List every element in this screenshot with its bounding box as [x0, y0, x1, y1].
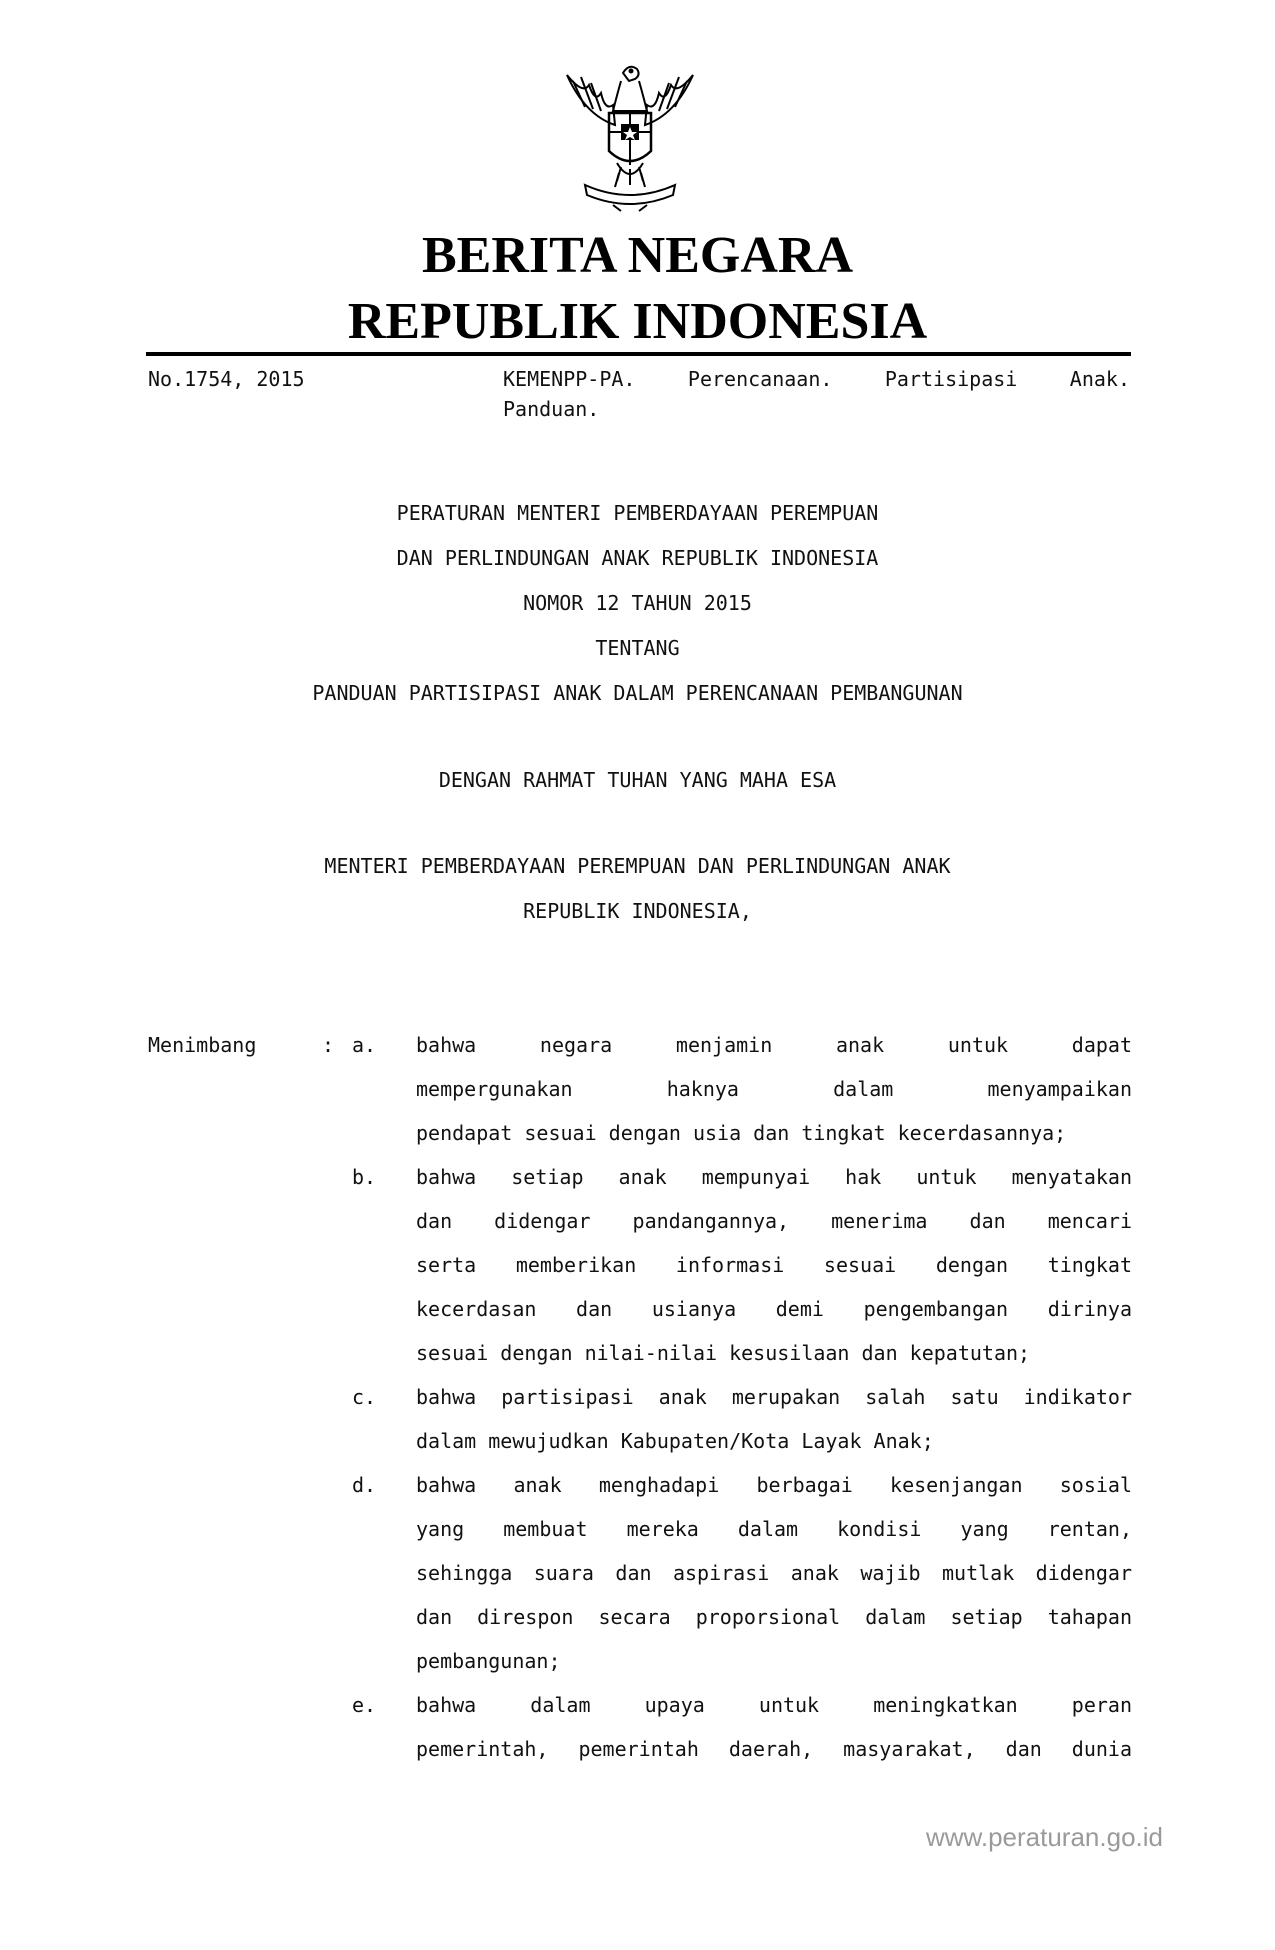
regulation-title-line: PERATURAN MENTERI PEMBERDAYAAN PEREMPUAN — [396, 501, 879, 525]
item-line: serta memberikan informasi sesuai dengan tingkat — [416, 1253, 1132, 1277]
invocation: DENGAN RAHMAT TUHAN YANG MAHA ESA — [438, 768, 837, 792]
item-line: dan direspon secara proporsional dalam setiap tahapan — [416, 1605, 1132, 1629]
item-line: bahwa negara menjamin anak untuk dapat — [416, 1033, 1132, 1057]
item-line: dan didengar pandangannya, menerima dan mencari — [416, 1209, 1132, 1233]
regulation-subject: PANDUAN PARTISIPASI ANAK DALAM PERENCANAAN PEMBANGUNAN — [312, 681, 963, 705]
item-line: pembangunan; — [416, 1649, 561, 1673]
regulation-title-line: DAN PERLINDUNGAN ANAK REPUBLIK INDONESIA — [396, 546, 879, 570]
gazette-subject: KEMENPP-PA. Perencanaan. Partisipasi Anak. — [503, 367, 1130, 391]
item-letter: b. — [352, 1165, 377, 1189]
item-line: bahwa setiap anak mempunyai hak untuk menyatakan — [416, 1165, 1132, 1189]
item-letter: e. — [352, 1693, 377, 1717]
item-letter: d. — [352, 1473, 377, 1497]
source-watermark: www.peraturan.go.id — [925, 1822, 1163, 1852]
item-line: kecerdasan dan usianya demi pengembangan dirinya — [416, 1297, 1132, 1321]
item-letter: a. — [352, 1033, 377, 1057]
item-line: dalam mewujudkan Kabupaten/Kota Layak Anak; — [416, 1429, 934, 1453]
item-line: yang membuat mereka dalam kondisi yang rentan, — [416, 1517, 1132, 1541]
item-line: sehingga suara dan aspirasi anak wajib mutlak didengar — [416, 1561, 1132, 1585]
item-line: pemerintah, pemerintah daerah, masyarakat, dan dunia — [416, 1737, 1132, 1761]
gazette-number: No.1754, 2015 — [148, 367, 305, 391]
masthead-title: BERITA NEGARA — [421, 227, 853, 284]
regulation-about: TENTANG — [595, 636, 680, 660]
item-line: mempergunakan haknya dalam menyampaikan — [416, 1077, 1132, 1101]
authority-line: REPUBLIK INDONESIA, — [523, 899, 752, 923]
regulation-number: NOMOR 12 TAHUN 2015 — [523, 591, 752, 615]
authority-line: MENTERI PEMBERDAYAAN PEREMPUAN DAN PERLINDUNGAN ANAK — [324, 854, 951, 878]
considering-colon: : — [322, 1033, 335, 1057]
considering-label: Menimbang — [148, 1033, 257, 1057]
item-line: bahwa partisipasi anak merupakan salah satu indikator — [416, 1385, 1132, 1409]
item-line: bahwa anak menghadapi berbagai kesenjangan sosial — [416, 1473, 1132, 1497]
item-line: sesuai dengan nilai-nilai kesusilaan dan kepatutan; — [416, 1341, 1031, 1365]
item-letter: c. — [352, 1385, 377, 1409]
garuda-emblem-icon — [555, 55, 705, 215]
masthead-rule — [146, 352, 1131, 356]
item-line: pendapat sesuai dengan usia dan tingkat kecerdasannya; — [416, 1121, 1067, 1145]
item-line: bahwa dalam upaya untuk meningkatkan peran — [416, 1693, 1132, 1717]
masthead-subtitle: REPUBLIK INDONESIA — [347, 293, 928, 350]
gazette-subject-cont: Panduan. — [503, 397, 600, 421]
